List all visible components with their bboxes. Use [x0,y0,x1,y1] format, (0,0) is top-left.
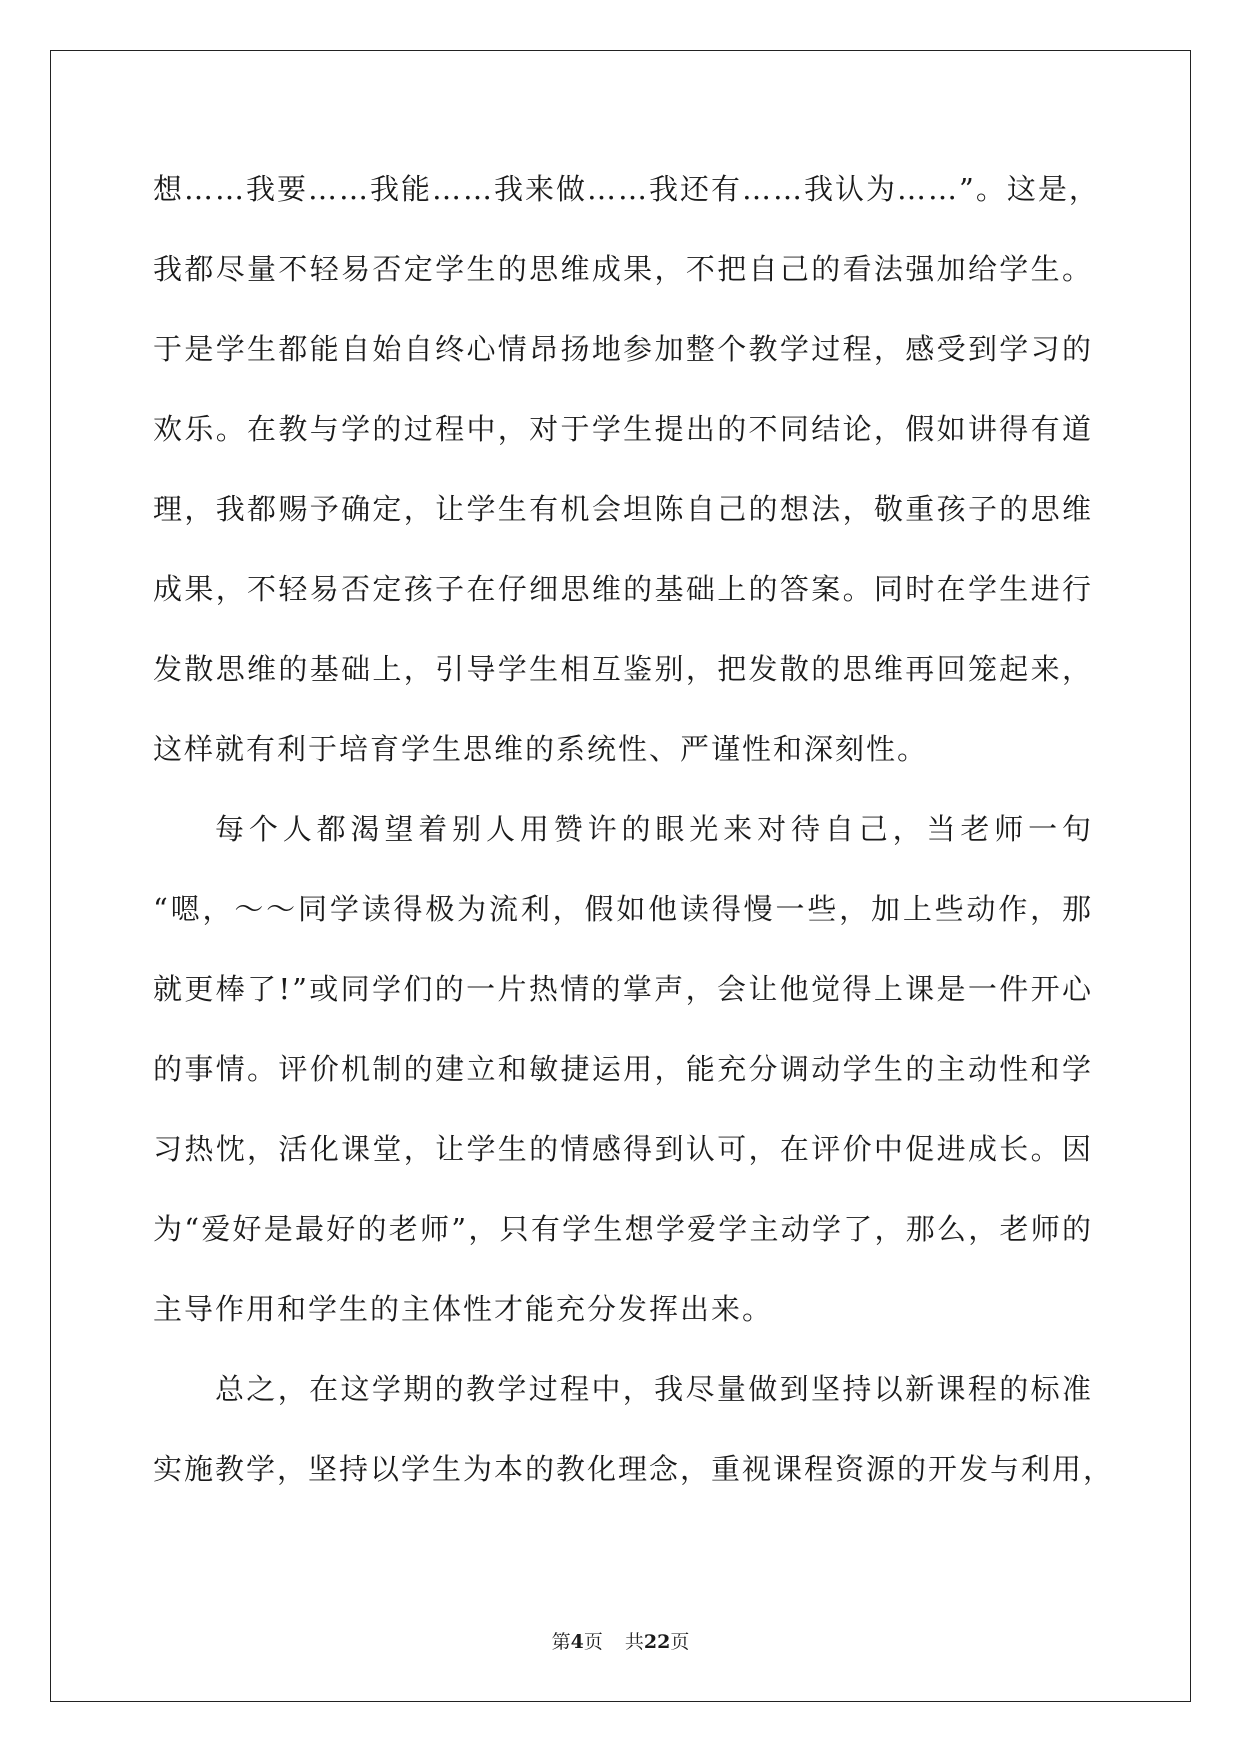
page-number: 4 [570,1631,584,1653]
text-line: 成果，不轻易否定孩子在仔细思维的基础上的答案。同时在学生进行 [153,572,1093,606]
text-line: “嗯，～～同学读得极为流利，假如他读得慢一些，加上些动作，那 [153,892,1093,926]
text-line: 的事情。评价机制的建立和敏捷运用，能充分调动学生的主动性和学 [153,1052,1093,1086]
text-line: 我都尽量不轻易否定学生的思维成果，不把自己的看法强加给学生。 [153,252,1093,286]
footer-page-suffix: 页 [583,1631,603,1653]
text-line: 发散思维的基础上，引导学生相互鉴别，把发散的思维再回笼起来， [153,652,1093,686]
text-line: 为“爱好是最好的老师”，只有学生想学爱学主动学了，那么，老师的 [153,1212,1093,1246]
text-line: 就更棒了!”或同学们的一片热情的掌声，会让他觉得上课是一件开心 [153,972,1093,1006]
text-line: 这样就有利于培育学生思维的系统性、严谨性和深刻性。 [153,732,929,766]
text-line: 欢乐。在教与学的过程中，对于学生提出的不同结论，假如讲得有道 [153,412,1093,446]
text-line: 主导作用和学生的主体性才能充分发挥出来。 [153,1292,774,1326]
text-line: 理，我都赐予确定，让学生有机会坦陈自己的想法，敬重孩子的思维 [153,492,1093,526]
text-line: 实施教学，坚持以学生为本的教化理念，重视课程资源的开发与利用， [153,1452,1115,1486]
text-line: 想……我要……我能……我来做……我还有……我认为……”。这是， [153,172,1100,206]
document-body [153,164,1115,1524]
footer-total-suffix: 页 [670,1631,690,1653]
text-line: 习热忱，活化课堂，让学生的情感得到认可，在评价中促进成长。因 [153,1132,1093,1166]
text-line: 于是学生都能自始自终心情昂扬地参加整个教学过程，感受到学习的 [153,332,1093,366]
page-footer [0,1627,1241,1654]
text-line: 总之，在这学期的教学过程中，我尽量做到坚持以新课程的标准 [215,1372,1093,1406]
text-line: 每个人都渴望着别人用赞许的眼光来对待自己，当老师一句 [215,812,1093,846]
footer-prefix: 第 [551,1631,571,1653]
total-pages: 22 [643,1631,671,1653]
footer-total-prefix: 共 [624,1631,644,1653]
